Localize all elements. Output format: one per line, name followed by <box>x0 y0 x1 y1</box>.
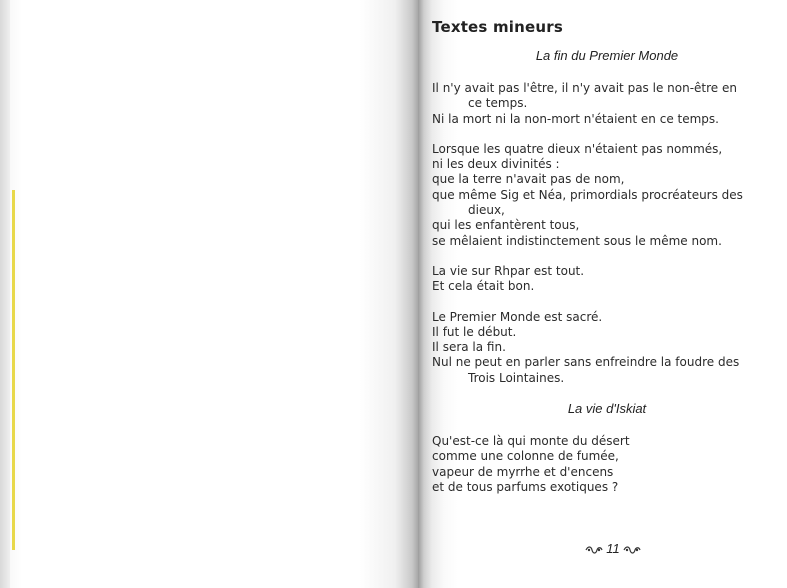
poem-line: qui les enfantèrent tous, <box>432 218 580 233</box>
page-footer <box>568 541 658 556</box>
scroll-ornament-icon <box>623 546 641 554</box>
poem-line: Le Premier Monde est sacré. <box>432 309 603 324</box>
poem-line: comme une colonne de fumée, <box>432 449 619 464</box>
section-title: Textes mineurs <box>432 18 564 36</box>
poem-title: La vie d'Iskiat <box>567 401 647 417</box>
right-page <box>418 0 787 588</box>
poem-line: Ni la mort ni la non-mort n'étaient en ce temps. <box>432 111 719 126</box>
poem-line: que même Sig et Néa, primordials procréateurs des <box>432 187 743 202</box>
poem-title: La fin du Premier Monde <box>535 48 679 63</box>
poem-line: se mêlaient indistinctement sous le même nom. <box>432 233 722 248</box>
stanza <box>432 142 782 249</box>
poems-container <box>432 48 782 495</box>
stanza <box>432 310 782 386</box>
stanza <box>432 264 782 295</box>
scroll-ornament-icon <box>585 546 603 554</box>
poem-line: Lorsque les quatre dieux n'étaient pas nommés, <box>432 141 723 156</box>
poem-line: La vie sur Rhpar est tout. <box>432 263 585 278</box>
yellow-edge-strip <box>12 190 15 550</box>
poem-line: Il sera la fin. <box>432 340 506 355</box>
poem-line: Nul ne peut en parler sans enfreindre la foudre des <box>432 355 740 370</box>
stanza <box>432 434 782 495</box>
page-number: 11 <box>606 541 620 556</box>
stanza <box>432 81 782 127</box>
poem-line: vapeur de myrrhe et d'encens <box>432 464 614 479</box>
page-text-block <box>432 18 782 510</box>
poem-line: que la terre n'avait pas de nom, <box>432 172 625 187</box>
poem-line: Il n'y avait pas l'être, il n'y avait pas le non-être en <box>432 81 737 95</box>
poem-line: dieux, <box>468 203 505 218</box>
poem-line: Qu'est-ce là qui monte du désert <box>432 434 630 449</box>
poem-line: ce temps. <box>468 96 528 111</box>
poem-line: Et cela était bon. <box>432 279 535 294</box>
poem-line: ni les deux divinités : <box>432 157 560 172</box>
poem-line: et de tous parfums exotiques ? <box>432 479 619 494</box>
left-page-edge <box>0 0 10 588</box>
poem-line: Trois Lointaines. <box>468 370 565 385</box>
poem-line: Il fut le début. <box>432 324 517 339</box>
